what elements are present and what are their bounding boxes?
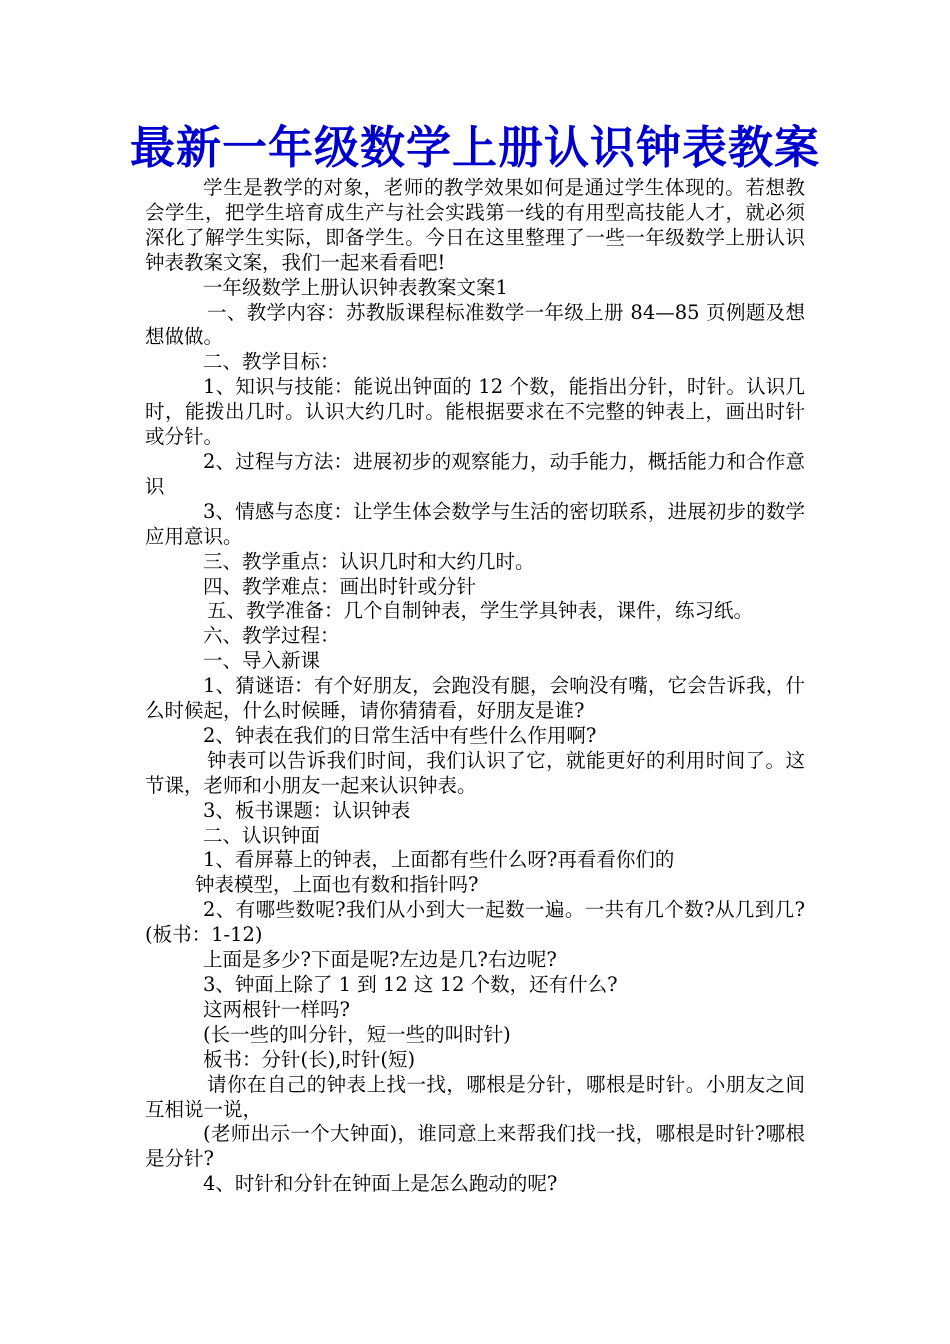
paragraph: 请你在自己的钟表上找一找，哪根是分针，哪根是时针。小朋友之间互相说一说， xyxy=(145,1072,805,1121)
paragraph: 二、教学目标： xyxy=(203,350,340,374)
paragraph: 四、教学难点：画出时针或分针 xyxy=(203,574,477,598)
paragraph: 上面是多少?下面是呢?左边是几?右边呢? xyxy=(203,948,557,972)
paragraph: 六、教学过程： xyxy=(203,624,340,648)
paragraph: 五、教学准备：几个自制钟表，学生学具钟表，课件，练习纸。 xyxy=(207,599,754,623)
document-title: 最新一年级数学上册认识钟表教案 xyxy=(129,121,820,174)
paragraph: 2、过程与方法：进展初步的观察能力，动手能力，概括能力和合作意识 xyxy=(145,449,805,498)
paragraph: 二、认识钟面 xyxy=(203,823,321,847)
section-heading: 一年级数学上册认识钟表教案文案1 xyxy=(203,275,508,299)
document-body xyxy=(145,176,805,1197)
paragraph: 一、导入新课 xyxy=(203,649,321,673)
paragraph: 钟表模型，上面也有数和指针吗? xyxy=(195,873,479,897)
paragraph: 三、教学重点：认识几时和大约几时。 xyxy=(203,549,535,573)
paragraph: (长一些的叫分针，短一些的叫时针) xyxy=(203,1022,511,1046)
paragraph: 1、知识与技能：能说出钟面的 12 个数，能指出分针，时针。认识几时，能拨出几时。认识大约几时。能根据要求在不完整的钟表上，画出时针或分针。 xyxy=(145,375,805,449)
paragraph: 3、钟面上除了 1 到 12 这 12 个数，还有什么? xyxy=(203,973,618,996)
paragraph: 这两根针一样吗? xyxy=(203,997,350,1021)
paragraph: 1、看屏幕上的钟表，上面都有些什么呀?再看看你们的 xyxy=(203,848,675,872)
paragraph: 2、钟表在我们的日常生活中有些什么作用啊? xyxy=(203,723,597,747)
intro-paragraph: 学生是教学的对象，老师的教学效果如何是通过学生体现的。若想教会学生，把学生培育成生产与社会实践第一线的有用型高技能人才，就必须深化了解学生实际，即备学生。今日在这里整理了一些一年级数学上册认识钟表教案文案，我们一起来看看吧! xyxy=(145,176,805,274)
paragraph: 2、有哪些数呢?我们从小到大一起数一遍。一共有几个数?从几到几?(板书：1-12) xyxy=(145,898,805,947)
paragraph: 3、情感与态度：让学生体会数学与生活的密切联系，进展初步的数学应用意识。 xyxy=(145,499,805,548)
paragraph: 1、猜谜语：有个好朋友，会跑没有腿，会响没有嘴，它会告诉我，什么时候起，什么时候睡，请你猜猜看，好朋友是谁? xyxy=(145,674,805,723)
paragraph: (老师出示一个大钟面)，谁同意上来帮我们找一找，哪根是时针?哪根是分针? xyxy=(145,1122,805,1171)
paragraph: 板书：分针(长),时针(短) xyxy=(203,1047,416,1071)
paragraph: 3、板书课题：认识钟表 xyxy=(203,798,411,822)
paragraph: 4、时针和分针在钟面上是怎么跑动的呢? xyxy=(203,1172,558,1196)
paragraph: 钟表可以告诉我们时间，我们认识了它，就能更好的利用时间了。这节课，老师和小朋友一起来认识钟表。 xyxy=(145,748,805,797)
paragraph: 一、教学内容：苏教版课程标准数学一年级上册 84—85 页例题及想想做做。 xyxy=(145,300,805,349)
